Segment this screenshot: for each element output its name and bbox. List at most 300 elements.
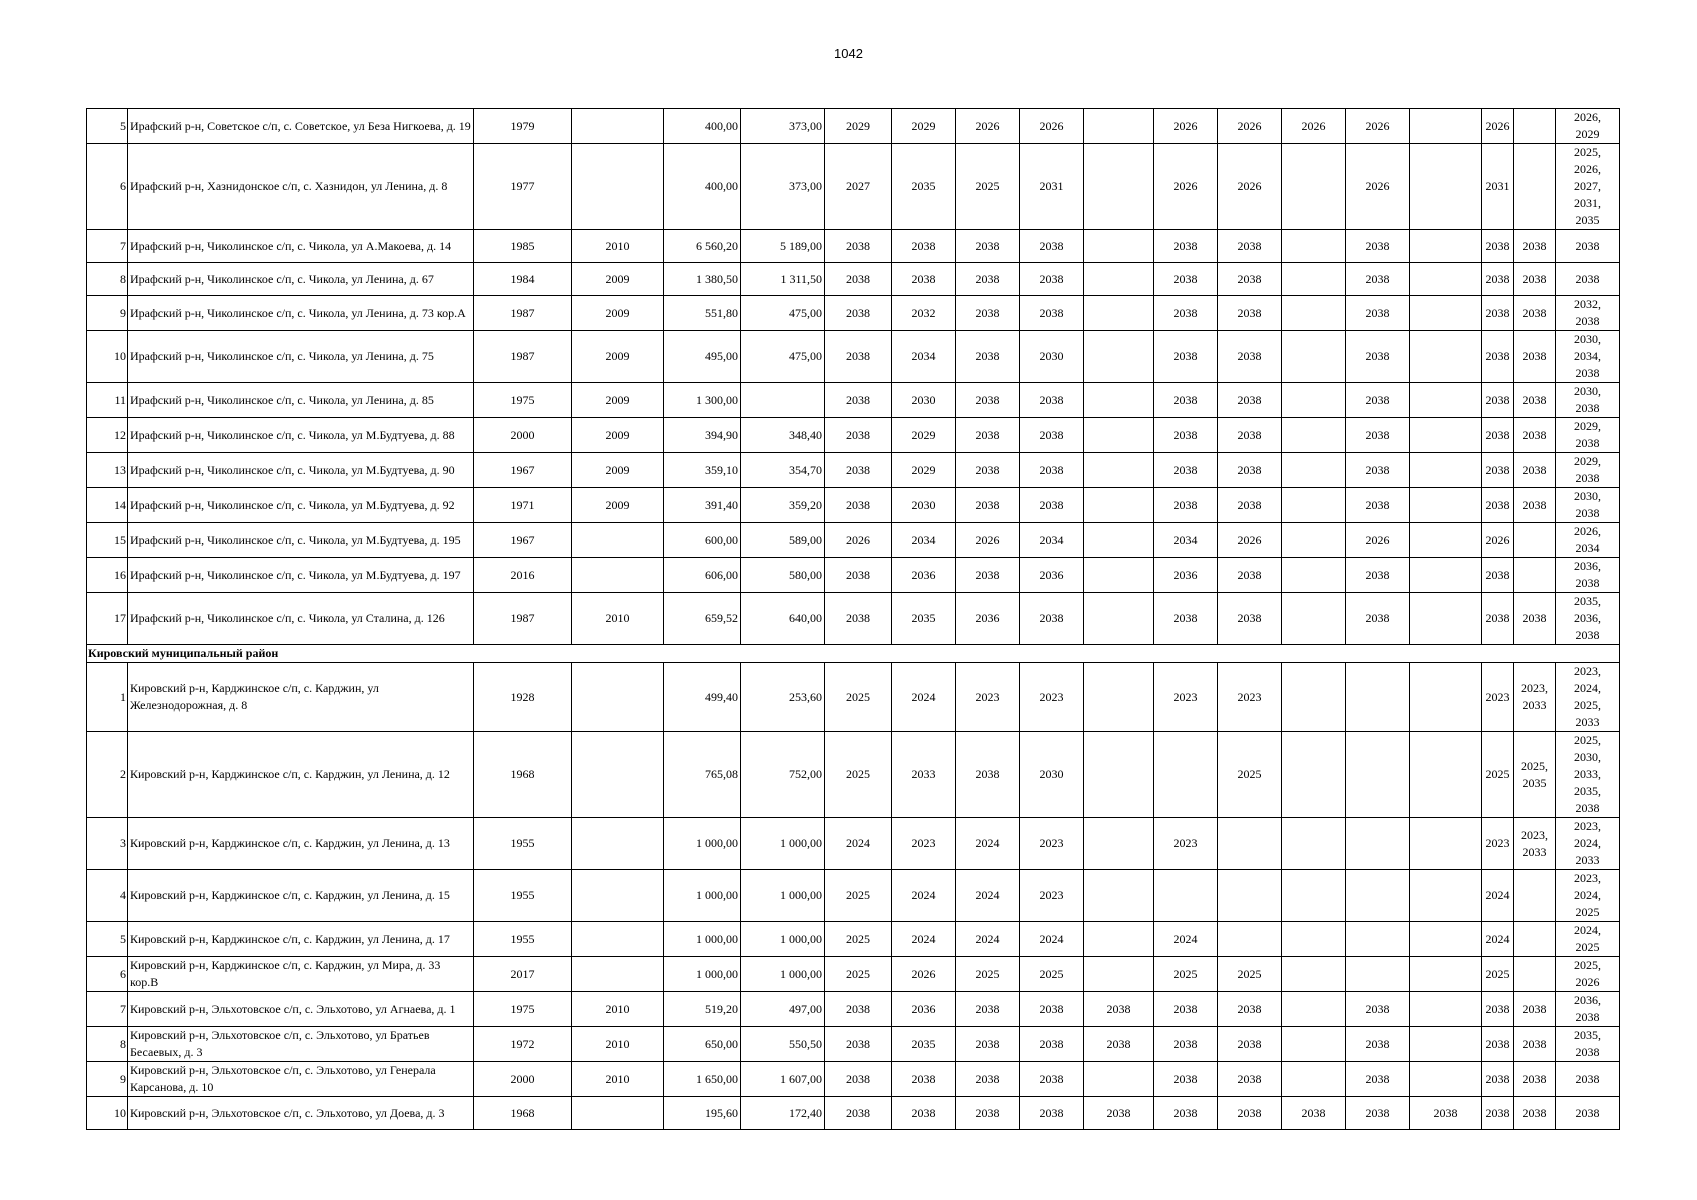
work-year-cell: 2038 <box>1218 992 1282 1027</box>
address-cell: Ирафский р-н, Чиколинское с/п, с. Чикола, ул Ленина, д. 73 кор.А <box>128 296 474 331</box>
table-row <box>87 818 1620 870</box>
work-year-cell: 2023 <box>956 663 1020 732</box>
work-year-cell: 2026 <box>892 957 956 992</box>
year-built-cell: 1987 <box>474 296 572 331</box>
work-year-cell <box>1514 922 1556 957</box>
work-year-cell <box>1514 957 1556 992</box>
total-area-cell: 659,52 <box>664 593 741 645</box>
work-year-cell <box>1084 263 1154 296</box>
address-cell: Ирафский р-н, Чиколинское с/п, с. Чикола, ул Ленина, д. 75 <box>128 331 474 383</box>
total-area-cell: 1 380,50 <box>664 263 741 296</box>
work-year-cell <box>1084 523 1154 558</box>
work-year-cell <box>1084 663 1154 732</box>
work-year-cell: 2038 <box>825 453 892 488</box>
row-number: 9 <box>87 296 128 331</box>
year-built-cell: 2017 <box>474 957 572 992</box>
work-year-cell: 2026 <box>1482 109 1514 144</box>
work-year-cell: 2038 <box>1154 992 1218 1027</box>
work-year-cell: 2026 <box>1218 109 1282 144</box>
table-row <box>87 144 1620 230</box>
work-year-cell <box>1410 870 1482 922</box>
work-year-cell <box>1282 593 1346 645</box>
work-year-cell <box>1514 144 1556 230</box>
total-area-cell: 1 000,00 <box>664 870 741 922</box>
living-area-cell: 1 000,00 <box>741 870 825 922</box>
address-cell: Кировский р-н, Эльхотовское с/п, с. Эльхотово, ул Агнаева, д. 1 <box>128 992 474 1027</box>
work-year-cell <box>1218 818 1282 870</box>
living-area-cell: 475,00 <box>741 331 825 383</box>
work-year-cell: 2025 <box>1020 957 1084 992</box>
table-row <box>87 296 1620 331</box>
work-year-cell: 2033 <box>892 732 956 818</box>
work-year-cell: 2038 <box>1218 1097 1282 1130</box>
work-year-cell: 2030 <box>1020 331 1084 383</box>
work-year-cell <box>1410 383 1482 418</box>
work-year-cell: 2038 <box>1482 383 1514 418</box>
work-year-cell: 2038 <box>1514 418 1556 453</box>
work-year-cell: 2025 <box>1218 957 1282 992</box>
row-number: 9 <box>87 1062 128 1097</box>
work-year-cell: 2038 <box>1346 1097 1410 1130</box>
work-year-cell: 2038 <box>1346 453 1410 488</box>
work-year-cell: 2038 <box>1482 992 1514 1027</box>
work-year-cell <box>1410 992 1482 1027</box>
work-year-cell: 2026 <box>1020 109 1084 144</box>
table-row <box>87 230 1620 263</box>
work-year-cell: 2035 <box>892 593 956 645</box>
work-year-cell: 2030, 2034, 2038 <box>1556 331 1620 383</box>
work-year-cell: 2026 <box>1346 523 1410 558</box>
work-year-cell: 2038 <box>1514 383 1556 418</box>
work-year-cell: 2026 <box>825 523 892 558</box>
work-year-cell: 2025 <box>1218 732 1282 818</box>
work-year-cell: 2024 <box>1482 870 1514 922</box>
work-year-cell <box>1084 109 1154 144</box>
repair-year-cell <box>572 732 664 818</box>
work-year-cell <box>1410 558 1482 593</box>
work-year-cell: 2038 <box>1020 992 1084 1027</box>
address-cell: Ирафский р-н, Чиколинское с/п, с. Чикола, ул А.Макоева, д. 14 <box>128 230 474 263</box>
work-year-cell: 2038 <box>1346 230 1410 263</box>
living-area-cell: 497,00 <box>741 992 825 1027</box>
table-row <box>87 109 1620 144</box>
total-area-cell: 495,00 <box>664 331 741 383</box>
work-year-cell <box>1154 732 1218 818</box>
address-cell: Кировский р-н, Карджинское с/п, с. Карджин, ул Мира, д. 33 кор.В <box>128 957 474 992</box>
total-area-cell: 1 000,00 <box>664 818 741 870</box>
repair-year-cell <box>572 109 664 144</box>
work-year-cell: 2025 <box>1154 957 1218 992</box>
work-year-cell <box>1084 144 1154 230</box>
work-year-cell: 2035, 2038 <box>1556 1027 1620 1062</box>
repair-year-cell: 2009 <box>572 488 664 523</box>
living-area-cell: 359,20 <box>741 488 825 523</box>
work-year-cell: 2038 <box>1514 1027 1556 1062</box>
repair-year-cell <box>572 870 664 922</box>
table-row <box>87 488 1620 523</box>
work-year-cell: 2038 <box>1154 331 1218 383</box>
work-year-cell: 2038 <box>1556 1097 1620 1130</box>
table-row <box>87 263 1620 296</box>
row-number: 4 <box>87 870 128 922</box>
work-year-cell: 2026, 2034 <box>1556 523 1620 558</box>
work-year-cell <box>1346 663 1410 732</box>
repair-year-cell: 2009 <box>572 331 664 383</box>
work-year-cell: 2038 <box>1346 418 1410 453</box>
section-title: Кировский муниципальный район <box>87 645 1620 663</box>
work-year-cell: 2024 <box>892 870 956 922</box>
row-number: 11 <box>87 383 128 418</box>
living-area-cell: 475,00 <box>741 296 825 331</box>
repair-year-cell <box>572 922 664 957</box>
work-year-cell <box>1346 732 1410 818</box>
address-cell: Кировский р-н, Эльхотовское с/п, с. Эльхотово, ул Доева, д. 3 <box>128 1097 474 1130</box>
address-cell: Ирафский р-н, Хазнидонское с/п, с. Хазнидон, ул Ленина, д. 8 <box>128 144 474 230</box>
work-year-cell <box>1346 957 1410 992</box>
year-built-cell: 1985 <box>474 230 572 263</box>
year-built-cell: 1967 <box>474 453 572 488</box>
row-number: 5 <box>87 109 128 144</box>
work-year-cell: 2038 <box>1020 263 1084 296</box>
work-year-cell <box>1282 523 1346 558</box>
work-year-cell: 2024, 2025 <box>1556 922 1620 957</box>
work-year-cell: 2038 <box>956 1027 1020 1062</box>
work-year-cell <box>1084 296 1154 331</box>
living-area-cell: 5 189,00 <box>741 230 825 263</box>
row-number: 13 <box>87 453 128 488</box>
work-year-cell: 2038 <box>1514 1062 1556 1097</box>
living-area-cell: 752,00 <box>741 732 825 818</box>
total-area-cell: 195,60 <box>664 1097 741 1130</box>
work-year-cell: 2038 <box>825 296 892 331</box>
work-year-cell <box>1282 1027 1346 1062</box>
work-year-cell <box>1084 922 1154 957</box>
section-header-row <box>87 645 1620 663</box>
work-year-cell: 2038 <box>825 263 892 296</box>
year-built-cell: 2016 <box>474 558 572 593</box>
work-year-cell: 2038 <box>1346 1062 1410 1097</box>
year-built-cell: 2000 <box>474 1062 572 1097</box>
work-year-cell: 2038 <box>1020 230 1084 263</box>
table-row <box>87 870 1620 922</box>
work-year-cell: 2038 <box>1084 992 1154 1027</box>
work-year-cell: 2023 <box>1218 663 1282 732</box>
work-year-cell: 2038 <box>1084 1027 1154 1062</box>
row-number: 5 <box>87 922 128 957</box>
work-year-cell: 2023 <box>1482 818 1514 870</box>
work-year-cell <box>1410 488 1482 523</box>
work-year-cell: 2038 <box>956 488 1020 523</box>
work-year-cell <box>1410 331 1482 383</box>
work-year-cell: 2025, 2035 <box>1514 732 1556 818</box>
work-year-cell <box>1346 870 1410 922</box>
work-year-cell: 2031 <box>1020 144 1084 230</box>
work-year-cell <box>1154 870 1218 922</box>
work-year-cell: 2023, 2033 <box>1514 818 1556 870</box>
address-cell: Кировский р-н, Карджинское с/п, с. Карджин, ул Железнодорожная, д. 8 <box>128 663 474 732</box>
address-cell: Кировский р-н, Карджинское с/п, с. Карджин, ул Ленина, д. 17 <box>128 922 474 957</box>
work-year-cell <box>1410 109 1482 144</box>
table-row <box>87 453 1620 488</box>
work-year-cell <box>1282 870 1346 922</box>
work-year-cell <box>1218 922 1282 957</box>
work-year-cell <box>1410 523 1482 558</box>
repair-year-cell: 2009 <box>572 296 664 331</box>
row-number: 12 <box>87 418 128 453</box>
work-year-cell: 2038 <box>1556 230 1620 263</box>
year-built-cell: 1955 <box>474 818 572 870</box>
row-number: 17 <box>87 593 128 645</box>
work-year-cell: 2024 <box>825 818 892 870</box>
work-year-cell <box>1282 732 1346 818</box>
year-built-cell: 1984 <box>474 263 572 296</box>
address-cell: Ирафский р-н, Советское с/п, с. Советское, ул Беза Нигкоева, д. 19 <box>128 109 474 144</box>
work-year-cell <box>1410 663 1482 732</box>
work-year-cell: 2026 <box>1218 523 1282 558</box>
work-year-cell: 2038 <box>956 732 1020 818</box>
work-year-cell: 2038 <box>892 1097 956 1130</box>
living-area-cell: 1 311,50 <box>741 263 825 296</box>
work-year-cell: 2024 <box>1482 922 1514 957</box>
work-year-cell: 2038 <box>1482 1027 1514 1062</box>
work-year-cell: 2034 <box>1154 523 1218 558</box>
work-year-cell: 2038 <box>1218 558 1282 593</box>
work-year-cell: 2030 <box>892 383 956 418</box>
living-area-cell: 172,40 <box>741 1097 825 1130</box>
work-year-cell <box>1282 957 1346 992</box>
table-row <box>87 992 1620 1027</box>
work-year-cell: 2025 <box>825 732 892 818</box>
work-year-cell: 2025 <box>825 663 892 732</box>
year-built-cell: 1967 <box>474 523 572 558</box>
address-cell: Ирафский р-н, Чиколинское с/п, с. Чикола, ул Сталина, д. 126 <box>128 593 474 645</box>
work-year-cell <box>1410 1027 1482 1062</box>
housing-register-table <box>86 108 1620 1130</box>
work-year-cell: 2038 <box>1020 488 1084 523</box>
work-year-cell: 2038 <box>1218 593 1282 645</box>
work-year-cell: 2029 <box>892 453 956 488</box>
table-row <box>87 663 1620 732</box>
work-year-cell: 2038 <box>1282 1097 1346 1130</box>
table-row <box>87 331 1620 383</box>
work-year-cell: 2024 <box>956 922 1020 957</box>
work-year-cell: 2038 <box>956 296 1020 331</box>
work-year-cell: 2038 <box>1154 488 1218 523</box>
total-area-cell: 1 000,00 <box>664 957 741 992</box>
work-year-cell: 2025 <box>825 957 892 992</box>
work-year-cell: 2038 <box>956 383 1020 418</box>
work-year-cell: 2038 <box>1154 1062 1218 1097</box>
row-number: 3 <box>87 818 128 870</box>
work-year-cell: 2038 <box>956 230 1020 263</box>
work-year-cell: 2029 <box>892 418 956 453</box>
row-number: 10 <box>87 331 128 383</box>
work-year-cell: 2026 <box>1154 109 1218 144</box>
table-row <box>87 418 1620 453</box>
work-year-cell: 2029, 2038 <box>1556 418 1620 453</box>
work-year-cell <box>1084 732 1154 818</box>
work-year-cell: 2023 <box>1020 870 1084 922</box>
year-built-cell: 1979 <box>474 109 572 144</box>
work-year-cell: 2023, 2033 <box>1514 663 1556 732</box>
work-year-cell: 2025 <box>825 922 892 957</box>
work-year-cell: 2038 <box>1482 263 1514 296</box>
work-year-cell <box>1410 1062 1482 1097</box>
work-year-cell: 2029 <box>825 109 892 144</box>
work-year-cell: 2038 <box>1154 418 1218 453</box>
work-year-cell: 2038 <box>1020 1062 1084 1097</box>
work-year-cell: 2038 <box>1154 1097 1218 1130</box>
work-year-cell: 2038 <box>892 230 956 263</box>
work-year-cell: 2030 <box>892 488 956 523</box>
work-year-cell: 2038 <box>1020 1027 1084 1062</box>
work-year-cell: 2038 <box>1020 296 1084 331</box>
work-year-cell: 2023 <box>1154 818 1218 870</box>
work-year-cell: 2038 <box>1154 593 1218 645</box>
work-year-cell: 2038 <box>956 1097 1020 1130</box>
table-row <box>87 383 1620 418</box>
work-year-cell <box>1410 296 1482 331</box>
work-year-cell: 2026 <box>1346 109 1410 144</box>
work-year-cell: 2038 <box>825 593 892 645</box>
work-year-cell <box>1514 558 1556 593</box>
work-year-cell: 2038 <box>1218 488 1282 523</box>
work-year-cell: 2023, 2024, 2033 <box>1556 818 1620 870</box>
total-area-cell: 1 650,00 <box>664 1062 741 1097</box>
work-year-cell: 2023, 2024, 2025 <box>1556 870 1620 922</box>
work-year-cell: 2036 <box>892 558 956 593</box>
work-year-cell: 2029, 2038 <box>1556 453 1620 488</box>
work-year-cell <box>1084 230 1154 263</box>
work-year-cell <box>1514 523 1556 558</box>
living-area-cell: 589,00 <box>741 523 825 558</box>
work-year-cell: 2038 <box>1218 1027 1282 1062</box>
year-built-cell: 1987 <box>474 593 572 645</box>
living-area-cell: 640,00 <box>741 593 825 645</box>
work-year-cell: 2038 <box>1020 383 1084 418</box>
repair-year-cell <box>572 144 664 230</box>
work-year-cell: 2026 <box>1154 144 1218 230</box>
work-year-cell: 2032 <box>892 296 956 331</box>
total-area-cell: 765,08 <box>664 732 741 818</box>
year-built-cell: 1977 <box>474 144 572 230</box>
work-year-cell: 2024 <box>892 663 956 732</box>
work-year-cell: 2026 <box>1346 144 1410 230</box>
work-year-cell: 2038 <box>1020 418 1084 453</box>
work-year-cell: 2034 <box>892 523 956 558</box>
work-year-cell: 2038 <box>1218 296 1282 331</box>
work-year-cell: 2024 <box>892 922 956 957</box>
work-year-cell <box>1084 870 1154 922</box>
work-year-cell: 2038 <box>1218 418 1282 453</box>
repair-year-cell <box>572 818 664 870</box>
living-area-cell: 373,00 <box>741 144 825 230</box>
work-year-cell <box>1410 453 1482 488</box>
work-year-cell: 2038 <box>1346 296 1410 331</box>
work-year-cell: 2036 <box>956 593 1020 645</box>
repair-year-cell: 2010 <box>572 593 664 645</box>
table-row <box>87 1062 1620 1097</box>
row-number: 7 <box>87 230 128 263</box>
work-year-cell: 2038 <box>825 1097 892 1130</box>
work-year-cell: 2024 <box>956 870 1020 922</box>
table-row <box>87 523 1620 558</box>
repair-year-cell: 2009 <box>572 383 664 418</box>
work-year-cell: 2038 <box>1218 331 1282 383</box>
row-number: 6 <box>87 957 128 992</box>
work-year-cell: 2026, 2029 <box>1556 109 1620 144</box>
work-year-cell <box>1282 992 1346 1027</box>
work-year-cell: 2038 <box>825 383 892 418</box>
work-year-cell: 2038 <box>1154 1027 1218 1062</box>
work-year-cell: 2023 <box>1020 663 1084 732</box>
living-area-cell: 550,50 <box>741 1027 825 1062</box>
address-cell: Ирафский р-н, Чиколинское с/п, с. Чикола, ул М.Будтуева, д. 92 <box>128 488 474 523</box>
work-year-cell: 2038 <box>1020 1097 1084 1130</box>
work-year-cell: 2038 <box>1482 593 1514 645</box>
work-year-cell: 2025, 2026, 2027, 2031, 2035 <box>1556 144 1620 230</box>
work-year-cell: 2023 <box>1020 818 1084 870</box>
year-built-cell: 1975 <box>474 992 572 1027</box>
address-cell: Кировский р-н, Карджинское с/п, с. Карджин, ул Ленина, д. 15 <box>128 870 474 922</box>
repair-year-cell <box>572 558 664 593</box>
work-year-cell: 2038 <box>825 488 892 523</box>
work-year-cell: 2036 <box>892 992 956 1027</box>
work-year-cell: 2038 <box>1346 488 1410 523</box>
address-cell: Ирафский р-н, Чиколинское с/п, с. Чикола, ул Ленина, д. 67 <box>128 263 474 296</box>
row-number: 2 <box>87 732 128 818</box>
row-number: 7 <box>87 992 128 1027</box>
work-year-cell <box>1282 922 1346 957</box>
work-year-cell: 2038 <box>825 230 892 263</box>
work-year-cell: 2036 <box>1020 558 1084 593</box>
work-year-cell: 2038 <box>825 1027 892 1062</box>
work-year-cell: 2036, 2038 <box>1556 992 1620 1027</box>
work-year-cell: 2038 <box>1218 263 1282 296</box>
work-year-cell: 2038 <box>1482 418 1514 453</box>
work-year-cell <box>1410 957 1482 992</box>
table-row <box>87 593 1620 645</box>
work-year-cell: 2023 <box>1482 663 1514 732</box>
work-year-cell <box>1282 383 1346 418</box>
work-year-cell <box>1282 558 1346 593</box>
address-cell: Ирафский р-н, Чиколинское с/п, с. Чикола, ул Ленина, д. 85 <box>128 383 474 418</box>
work-year-cell: 2026 <box>1482 523 1514 558</box>
work-year-cell: 2025, 2026 <box>1556 957 1620 992</box>
repair-year-cell: 2010 <box>572 230 664 263</box>
work-year-cell <box>1514 870 1556 922</box>
work-year-cell <box>1282 263 1346 296</box>
work-year-cell: 2030, 2038 <box>1556 383 1620 418</box>
living-area-cell: 354,70 <box>741 453 825 488</box>
work-year-cell: 2038 <box>1154 453 1218 488</box>
living-area-cell <box>741 383 825 418</box>
work-year-cell: 2038 <box>1556 263 1620 296</box>
work-year-cell: 2029 <box>892 109 956 144</box>
work-year-cell: 2038 <box>1482 230 1514 263</box>
work-year-cell <box>1084 418 1154 453</box>
work-year-cell: 2038 <box>1514 992 1556 1027</box>
address-cell: Ирафский р-н, Чиколинское с/п, с. Чикола, ул М.Будтуева, д. 195 <box>128 523 474 558</box>
total-area-cell: 394,90 <box>664 418 741 453</box>
work-year-cell: 2038 <box>1482 1062 1514 1097</box>
table-row <box>87 558 1620 593</box>
address-cell: Ирафский р-н, Чиколинское с/п, с. Чикола, ул М.Будтуева, д. 88 <box>128 418 474 453</box>
work-year-cell <box>1410 144 1482 230</box>
work-year-cell <box>1346 818 1410 870</box>
work-year-cell <box>1282 418 1346 453</box>
living-area-cell: 253,60 <box>741 663 825 732</box>
